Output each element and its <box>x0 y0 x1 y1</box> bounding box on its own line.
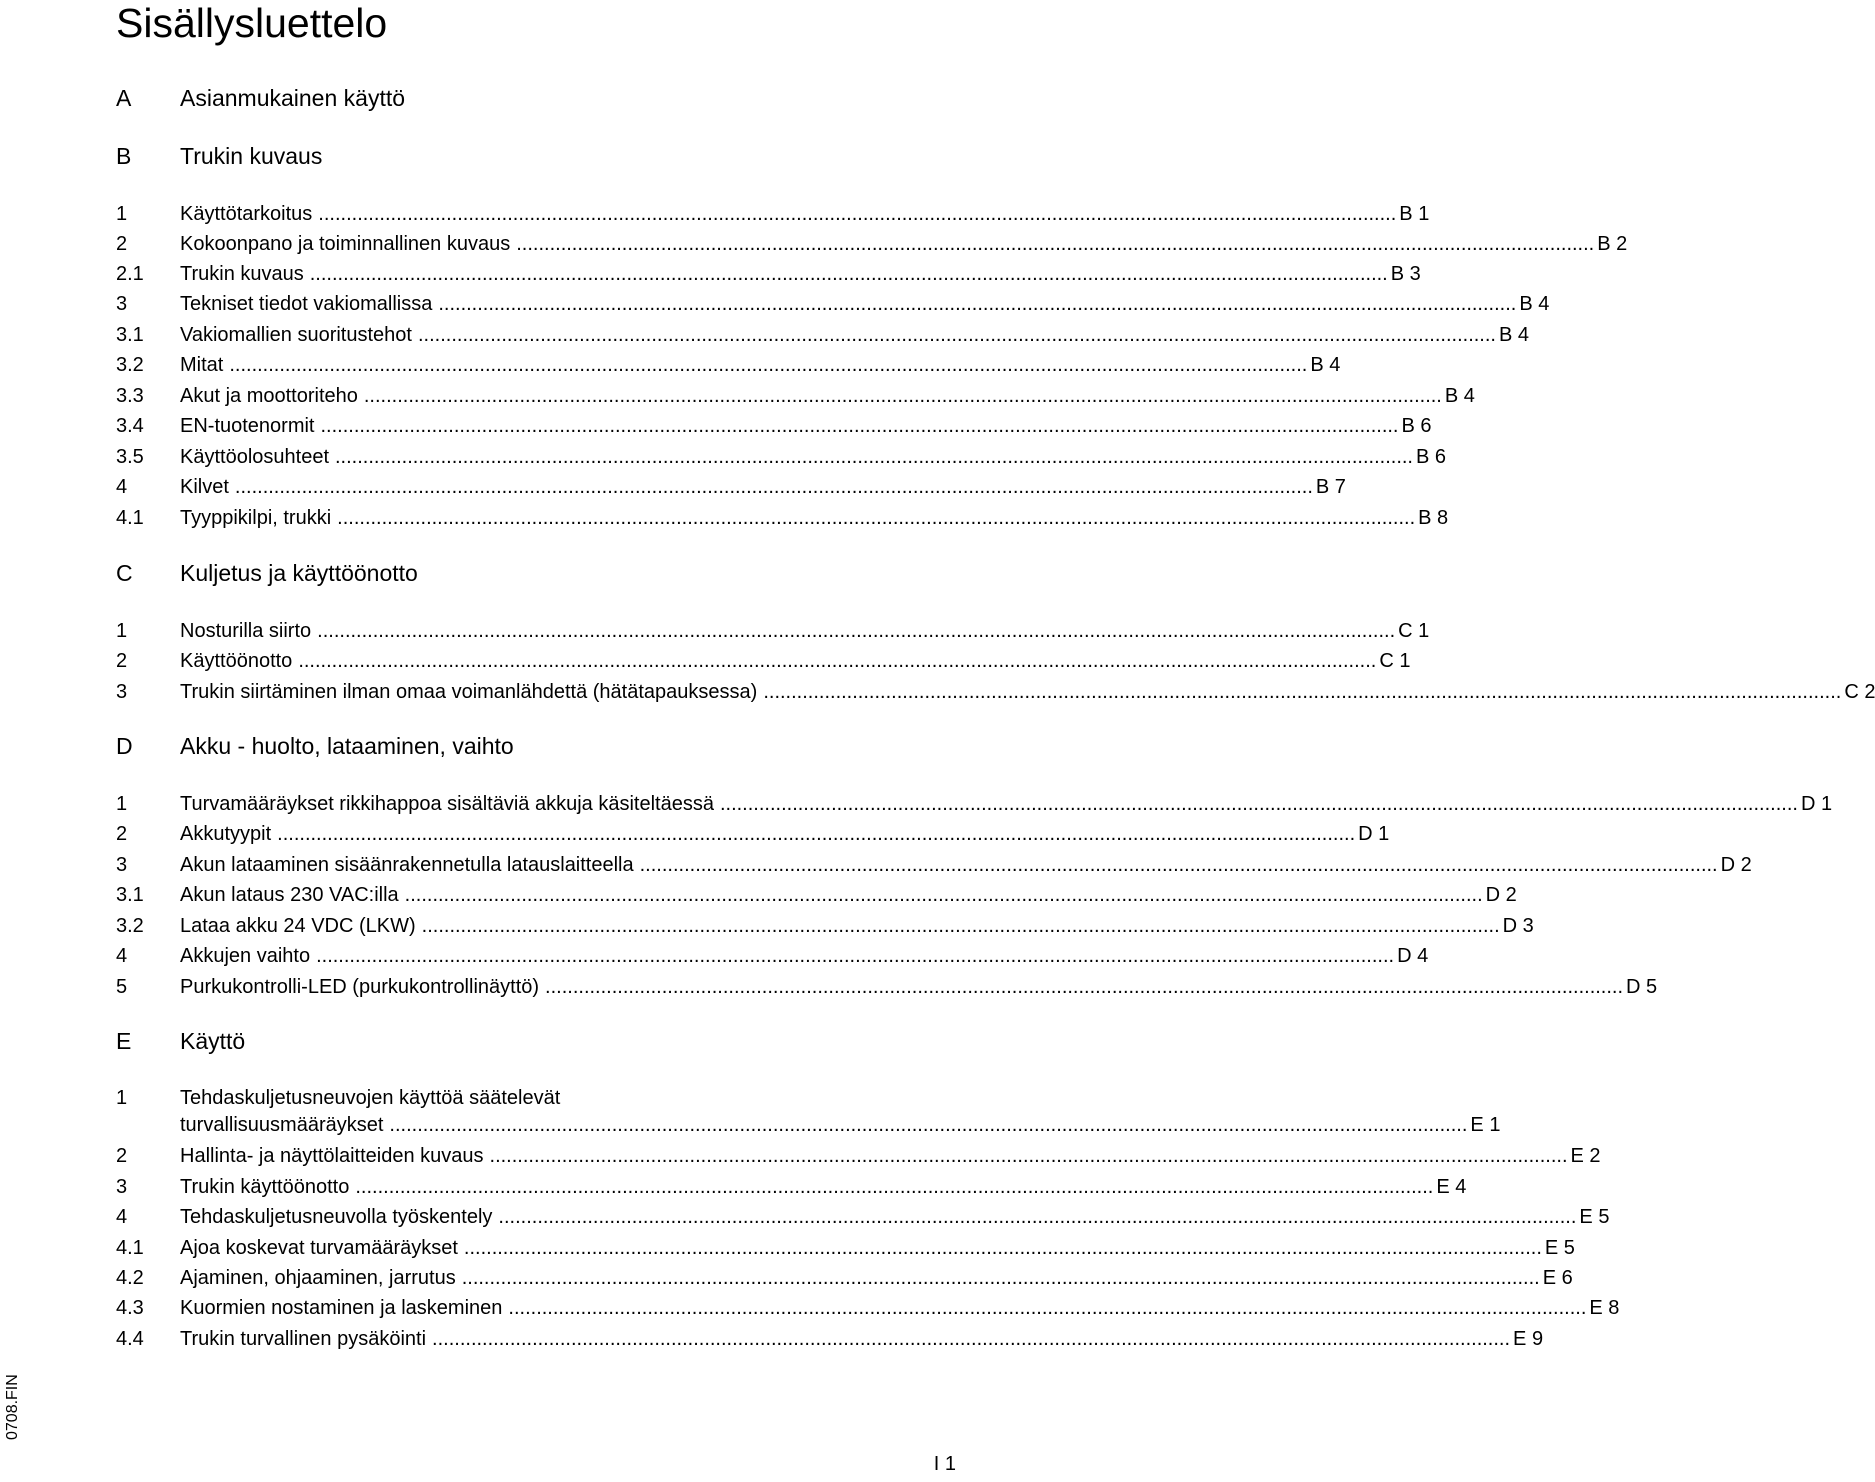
toc-leader-dots: .................................................................................................................................................................................................. <box>508 1297 1587 1319</box>
toc-entry-page: E 4 <box>1436 1176 1467 1198</box>
toc-entry-title: Tekniset tiedot vakiomallissa <box>180 293 433 315</box>
toc-leader-dots: .................................................................................................................................................................................................. <box>461 1267 1540 1289</box>
toc-entry-number: 1 <box>116 620 128 642</box>
toc-leader-dots: .................................................................................................................................................................................................. <box>229 354 1308 376</box>
toc-entry[interactable] <box>116 1235 1575 1261</box>
toc-entry-page: C 2 <box>1844 681 1875 703</box>
toc-entry[interactable] <box>116 474 1346 500</box>
toc-entry-title: Kokoonpano ja toiminnallinen kuvaus <box>180 233 511 255</box>
toc-entry-number: 1 <box>116 793 128 815</box>
toc-entry-number: 3.1 <box>116 884 144 906</box>
toc-entry-number: 2.1 <box>116 263 144 285</box>
toc-entry-page: B 6 <box>1401 415 1432 437</box>
toc-entry-title: Tyyppikilpi, trukki <box>180 507 332 529</box>
toc-entry[interactable] <box>116 882 1517 908</box>
toc-entry-number: 5 <box>116 976 128 998</box>
toc-entry-title: EN-tuotenormit <box>180 415 315 437</box>
toc-entry-number: 3 <box>116 293 128 315</box>
toc-leader-dots: .................................................................................................................................................................................................. <box>320 415 1399 437</box>
toc-leader-dots: .................................................................................................................................................................................................. <box>438 293 1517 315</box>
toc-entry-page: E 5 <box>1544 1237 1575 1259</box>
toc-entry-title: Tehdaskuljetusneuvolla työskentely <box>180 1206 493 1228</box>
toc-section-title: Käyttö <box>180 1028 246 1054</box>
toc-leader-dots: .................................................................................................................................................................................................. <box>763 681 1842 703</box>
toc-entry-title: Trukin turvallinen pysäköinti <box>180 1328 427 1350</box>
toc-entry[interactable] <box>116 444 1447 470</box>
toc-entry-page: D 2 <box>1485 884 1517 906</box>
toc-entry-page: E 2 <box>1570 1145 1601 1167</box>
toc-leader-dots: .................................................................................................................................................................................................. <box>309 263 1388 285</box>
toc-leader-dots: .................................................................................................................................................................................................. <box>316 945 1395 967</box>
toc-entry-number: 3 <box>116 854 128 876</box>
toc-entry-page: B 4 <box>1310 354 1341 376</box>
toc-entry-number: 3.2 <box>116 915 144 937</box>
toc-entry-page: B 4 <box>1444 385 1475 407</box>
toc-entry[interactable] <box>116 352 1341 378</box>
toc-leader-dots: .................................................................................................................................................................................................. <box>498 1206 1577 1228</box>
toc-entry-page: D 5 <box>1626 976 1658 998</box>
toc-entry-page: D 2 <box>1720 854 1752 876</box>
toc-entry-title: Trukin kuvaus <box>180 263 304 285</box>
toc-leader-dots: .................................................................................................................................................................................................. <box>234 476 1313 498</box>
toc-section-letter: D <box>116 733 133 759</box>
toc-section-e[interactable] <box>116 1027 916 1053</box>
toc-entry-title: Purkukontrolli-LED (purkukontrollinäyttö) <box>180 976 540 998</box>
toc-section-letter: C <box>116 560 133 586</box>
toc-entry-title: Akkujen vaihto <box>180 945 311 967</box>
toc-entry-number: 3.1 <box>116 324 144 346</box>
toc-entry[interactable] <box>116 913 1534 939</box>
toc-entry-page: C 1 <box>1398 620 1430 642</box>
toc-entry-page: D 1 <box>1800 793 1833 815</box>
toc-leader-dots: .................................................................................................................................................................................................. <box>363 385 1442 407</box>
toc-section-c[interactable] <box>116 559 916 585</box>
toc-leader-dots: .................................................................................................................................................................................................. <box>317 620 1396 642</box>
toc-entry-page: E 5 <box>1579 1206 1610 1228</box>
toc-entry[interactable] <box>116 322 1530 348</box>
toc-section-letter: B <box>116 143 132 169</box>
toc-entry-title: Kuormien nostaminen ja laskeminen <box>180 1297 503 1319</box>
toc-entry-title: Trukin siirtäminen ilman omaa voimanlähdettä (hätätapauksessa) <box>180 681 758 703</box>
toc-section-title: Kuljetus ja käyttöönotto <box>180 560 418 586</box>
toc-entry[interactable] <box>116 679 1875 705</box>
toc-entry-page: D 4 <box>1397 945 1429 967</box>
toc-leader-dots: .................................................................................................................................................................................................. <box>421 915 1500 937</box>
toc-section-b[interactable] <box>116 142 916 168</box>
toc-entry-number: 3.5 <box>116 446 144 468</box>
toc-leader-dots: .................................................................................................................................................................................................. <box>719 793 1798 815</box>
toc-section-a[interactable] <box>116 84 916 110</box>
toc-section-title: Trukin kuvaus <box>180 143 323 169</box>
toc-entry-number: 2 <box>116 823 128 845</box>
toc-entry-title: Käyttöolosuhteet <box>180 446 329 468</box>
toc-leader-dots: .................................................................................................................................................................................................. <box>335 446 1413 468</box>
toc-entry-title: Akkutyypit <box>180 823 272 845</box>
toc-entry-title: Käyttötarkoitus <box>180 203 313 225</box>
toc-entry-title: Akun lataaminen sisäänrakennetulla latauslaitteella <box>180 854 634 876</box>
page-title: Sisällysluettelo <box>116 0 388 46</box>
toc-entry-number: 4 <box>116 945 128 967</box>
toc-entry[interactable] <box>116 852 1752 878</box>
toc-entry-number: 2 <box>116 1145 128 1167</box>
toc-entry-title: Turvamääräykset rikkihappoa sisältäviä akkuja käsiteltäessä <box>180 793 714 815</box>
toc-entry-page: E 9 <box>1513 1328 1544 1350</box>
toc-entry[interactable] <box>116 413 1432 439</box>
toc-entry-title: Ajoa koskevat turvamääräykset <box>180 1237 458 1259</box>
toc-entry[interactable] <box>116 648 1411 674</box>
toc-entry[interactable] <box>116 974 1658 1000</box>
toc-leader-dots: .................................................................................................................................................................................................. <box>318 203 1397 225</box>
toc-entry-number: 1 <box>116 1087 128 1109</box>
toc-entry[interactable] <box>116 1326 1544 1352</box>
toc-entry[interactable] <box>116 505 1449 531</box>
toc-leader-dots: .................................................................................................................................................................................................. <box>463 1237 1542 1259</box>
toc-entry-title: Kilvet <box>180 476 229 498</box>
page-number: I 1 <box>933 1453 956 1475</box>
toc-entry[interactable] <box>116 383 1475 409</box>
toc-entry-page: C 1 <box>1379 650 1411 672</box>
toc-leader-dots: .................................................................................................................................................................................................. <box>545 976 1624 998</box>
toc-leader-dots: .................................................................................................................................................................................................. <box>404 884 1483 906</box>
toc-entry[interactable] <box>116 1295 1620 1321</box>
toc-section-d[interactable] <box>116 732 916 758</box>
toc-entry-number: 4 <box>116 476 128 498</box>
toc-entry[interactable] <box>116 1174 1467 1200</box>
toc-entry-title: Tehdaskuljetusneuvojen käyttöä säätelevät <box>180 1087 561 1109</box>
toc-leader-dots: .................................................................................................................................................................................................. <box>489 1145 1568 1167</box>
toc-entry-title: Akun lataus 230 VAC:illa <box>180 884 399 906</box>
toc-entry-number: 2 <box>116 650 128 672</box>
toc-entry[interactable] <box>116 618 1430 644</box>
toc-entry-page: B 1 <box>1399 203 1430 225</box>
toc-entry[interactable] <box>116 1143 1601 1169</box>
toc-entry-title: Akut ja moottoriteho <box>180 385 358 407</box>
toc-entry-page: B 2 <box>1597 233 1628 255</box>
toc-entry-title: Ajaminen, ohjaaminen, jarrutus <box>180 1267 456 1289</box>
toc-entry-number: 2 <box>116 233 128 255</box>
toc-leader-dots: .................................................................................................................................................................................................. <box>639 854 1718 876</box>
toc-entry-number: 3.3 <box>116 385 144 407</box>
toc-entry-title: Vakiomallien suoritustehot <box>180 324 412 346</box>
toc-entry-page: D 3 <box>1502 915 1534 937</box>
toc-entry-page: E 1 <box>1470 1114 1501 1136</box>
toc-entry-page: B 7 <box>1315 476 1346 498</box>
toc-entry-page: E 6 <box>1542 1267 1573 1289</box>
toc-entry[interactable] <box>116 231 1628 257</box>
toc-leader-dots: .................................................................................................................................................................................................. <box>355 1176 1434 1198</box>
toc-entry-title: Nosturilla siirto <box>180 620 312 642</box>
toc-entry[interactable] <box>116 1265 1573 1291</box>
toc-entry[interactable] <box>116 821 1390 847</box>
toc-entry-page: B 6 <box>1416 446 1447 468</box>
toc-entry-number: 3 <box>116 1176 128 1198</box>
toc-entry-page: D 1 <box>1358 823 1390 845</box>
toc-leader-dots: .................................................................................................................................................................................................. <box>389 1114 1468 1136</box>
toc-leader-dots: .................................................................................................................................................................................................. <box>417 324 1496 346</box>
toc-entry[interactable] <box>116 261 1421 287</box>
toc-entry-number: 4.2 <box>116 1267 144 1289</box>
toc-section-letter: A <box>116 85 132 111</box>
toc-entry[interactable] <box>116 943 1429 969</box>
toc-entry-page: B 8 <box>1418 507 1449 529</box>
toc-entry-number: 4.3 <box>116 1297 144 1319</box>
toc-entry-number: 1 <box>116 203 128 225</box>
toc-leader-dots: .................................................................................................................................................................................................. <box>337 507 1416 529</box>
toc-entry-number: 3 <box>116 681 128 703</box>
toc-entry-number: 4.1 <box>116 507 144 529</box>
toc-leader-dots: .................................................................................................................................................................................................. <box>277 823 1356 845</box>
toc-entry[interactable] <box>116 1085 916 1111</box>
toc-leader-dots: .................................................................................................................................................................................................. <box>298 650 1377 672</box>
toc-leader-dots: .................................................................................................................................................................................................. <box>516 233 1595 255</box>
toc-entry[interactable] <box>116 791 1833 817</box>
toc-entry-continuation[interactable] <box>116 1112 1501 1138</box>
toc-entry-title: Mitat <box>180 354 224 376</box>
toc-section-title: Asianmukainen käyttö <box>180 85 406 111</box>
toc-entry-number: 4.1 <box>116 1237 144 1259</box>
toc-entry-number: 4 <box>116 1206 128 1228</box>
toc-entry-number: 4.4 <box>116 1328 144 1350</box>
toc-entry-number: 3.4 <box>116 415 144 437</box>
toc-entry[interactable] <box>116 201 1430 227</box>
toc-entry-title: turvallisuusmääräykset <box>180 1114 384 1136</box>
toc-entry-title: Hallinta- ja näyttölaitteiden kuvaus <box>180 1145 484 1167</box>
toc-section-title: Akku - huolto, lataaminen, vaihto <box>180 733 514 759</box>
toc-entry-page: E 8 <box>1589 1297 1620 1319</box>
toc-entry[interactable] <box>116 1204 1610 1230</box>
toc-entry-title: Käyttöönotto <box>180 650 293 672</box>
toc-entry-page: B 4 <box>1498 324 1530 346</box>
toc-leader-dots: .................................................................................................................................................................................................. <box>432 1328 1511 1350</box>
toc-section-letter: E <box>116 1028 132 1054</box>
document-code: 0708.FIN <box>4 1374 21 1440</box>
toc-entry-page: B 4 <box>1519 293 1550 315</box>
toc-entry-page: B 3 <box>1390 263 1421 285</box>
toc-entry-title: Trukin käyttöönotto <box>180 1176 350 1198</box>
toc-entry[interactable] <box>116 291 1550 317</box>
toc-entry-number: 3.2 <box>116 354 144 376</box>
toc-entry-title: Lataa akku 24 VDC (LKW) <box>180 915 416 937</box>
